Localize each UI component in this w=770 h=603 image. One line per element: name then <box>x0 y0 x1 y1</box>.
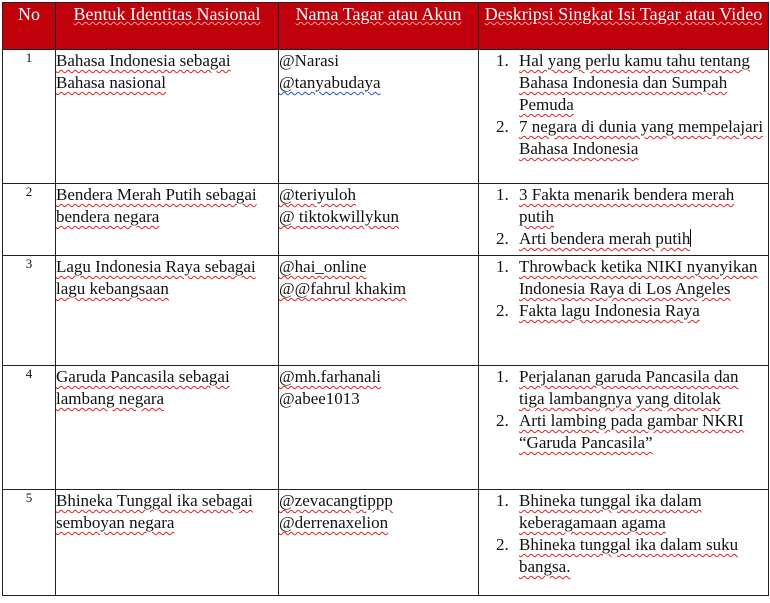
tag-account: @Narasi <box>279 51 340 70</box>
tag-account: @zevacangtippp <box>279 491 393 510</box>
description-item: 1. Perjalanan garuda Pancasila dan tiga lambangnya yang ditolak <box>513 366 768 410</box>
header-row <box>3 3 769 50</box>
description-cell[interactable] <box>479 184 769 256</box>
header-identity: Bentuk Identitas Nasional <box>56 3 279 50</box>
description-item: 2. Arti bendera merah putih <box>513 228 768 250</box>
tag-cell[interactable] <box>279 256 479 366</box>
row-number: 5 <box>3 490 56 596</box>
tag-cell[interactable] <box>279 366 479 490</box>
table-row <box>3 184 769 256</box>
table-row <box>3 256 769 366</box>
identity-cell[interactable]: Bhineka Tunggal ika sebagai semboyan negara <box>56 490 279 596</box>
tag-account: @teriyuloh <box>279 185 357 204</box>
header-no: No <box>3 3 56 50</box>
tag-account: @hai_online <box>279 257 367 276</box>
description-item: 1. Throwback ketika NIKI nyanyikan Indonesia Raya di Los Angeles <box>513 256 768 300</box>
table-row <box>3 366 769 490</box>
description-item: 1. Hal yang perlu kamu tahu tentang Bahasa Indonesia dan Sumpah Pemuda <box>513 50 768 116</box>
description-cell[interactable] <box>479 366 769 490</box>
text-cursor <box>690 229 691 247</box>
identity-table <box>2 2 769 596</box>
tag-account: @derrenaxelion <box>279 513 389 532</box>
identity-cell[interactable]: Bahasa Indonesia sebagai Bahasa nasional <box>56 50 279 184</box>
tag-cell[interactable] <box>279 184 479 256</box>
row-number: 2 <box>3 184 56 256</box>
table-row <box>3 490 769 596</box>
header-tag: Nama Tagar atau Akun <box>279 3 479 50</box>
identity-cell[interactable]: Garuda Pancasila sebagai lambang negara <box>56 366 279 490</box>
description-item: 1. 3 Fakta menarik bendera merah putih <box>513 184 768 228</box>
row-number: 1 <box>3 50 56 184</box>
description-cell[interactable] <box>479 490 769 596</box>
tag-account: @abee1013 <box>279 389 360 408</box>
tag-cell[interactable] <box>279 50 479 184</box>
tag-account: @mh.farhanali <box>279 367 382 386</box>
identity-cell[interactable]: Lagu Indonesia Raya sebagai lagu kebangsaan <box>56 256 279 366</box>
description-cell[interactable] <box>479 256 769 366</box>
row-number: 3 <box>3 256 56 366</box>
table-row <box>3 50 769 184</box>
row-number: 4 <box>3 366 56 490</box>
description-item: 2. 7 negara di dunia yang mempelajari Bahasa Indonesia <box>513 116 768 160</box>
header-description: Deskripsi Singkat Isi Tagar atau Video <box>479 3 769 50</box>
tag-cell[interactable] <box>279 490 479 596</box>
description-item: 2. Arti lambing pada gambar NKRI “Garuda Pancasila” <box>513 410 768 454</box>
identity-cell[interactable]: Bendera Merah Putih sebagai bendera negara <box>56 184 279 256</box>
description-item: 1. Bhineka tunggal ika dalam keberagamaan agama <box>513 490 768 534</box>
tag-account: @@fahrul khakim <box>279 279 407 298</box>
description-item: 2. Bhineka tunggal ika dalam suku bangsa. <box>513 534 768 578</box>
tag-account: @ tiktokwillykun <box>279 207 400 226</box>
tag-account: @tanyabudaya <box>279 73 381 92</box>
description-cell[interactable] <box>479 50 769 184</box>
description-item: 2. Fakta lagu Indonesia Raya <box>513 300 768 322</box>
